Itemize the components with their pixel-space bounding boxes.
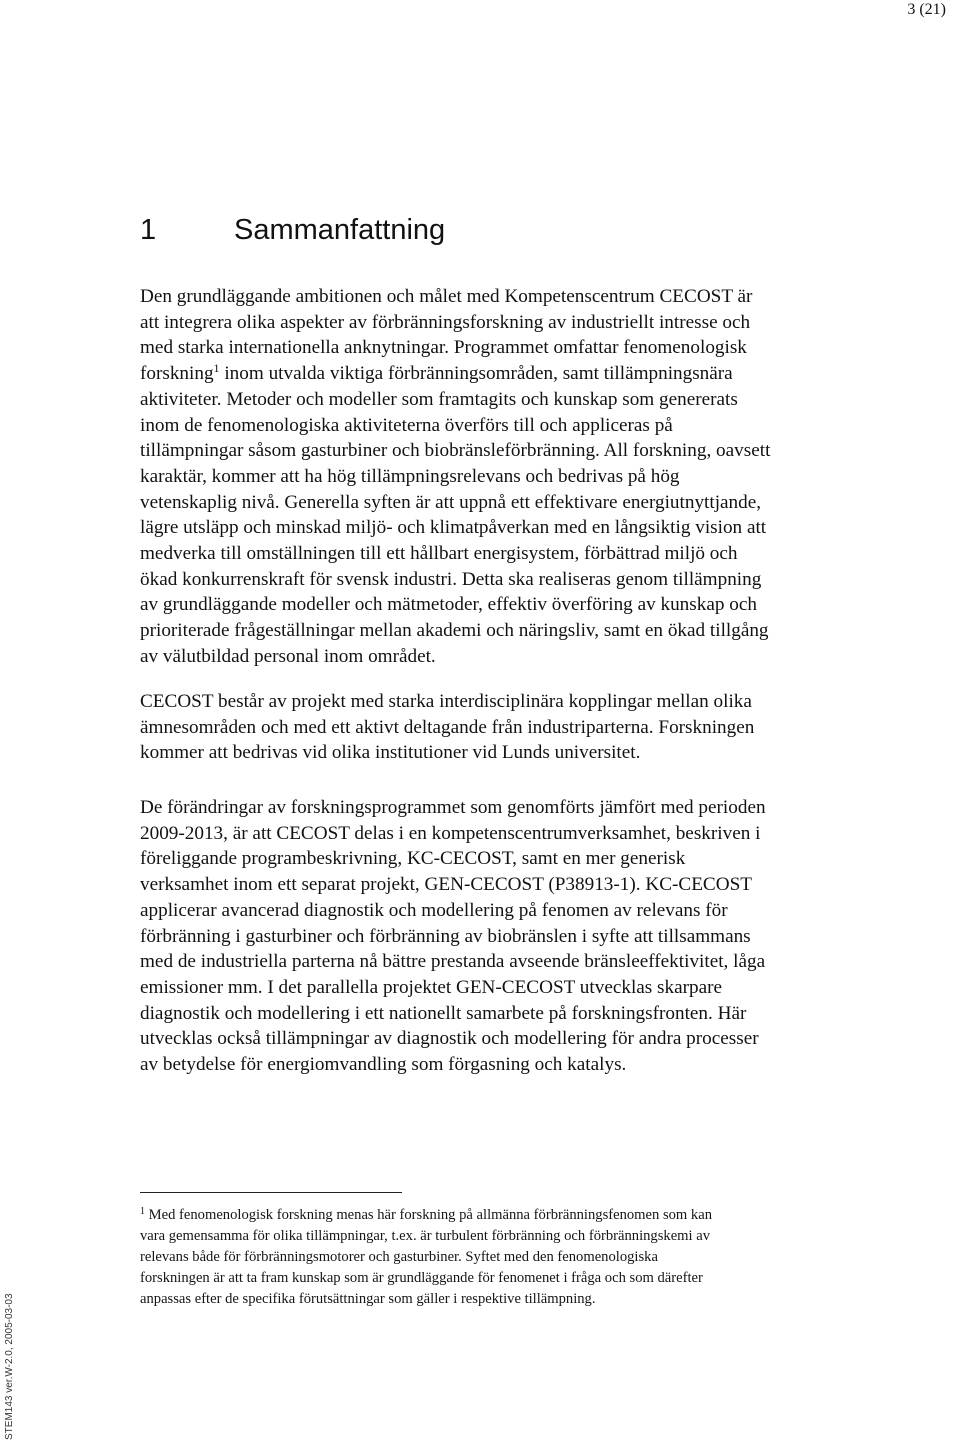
paragraph-changes: [140, 795, 860, 1078]
text-line: av välutbildad personal inom området.: [140, 645, 436, 667]
section-title: Sammanfattning: [234, 214, 446, 246]
section-number: 1: [140, 214, 157, 246]
paragraph-cecost: [140, 689, 860, 766]
text-line: CECOST består av projekt med starka interdisciplinära kopplingar mellan olika: [140, 691, 752, 712]
text-line: lägre utsläpp och minskad miljö- och klimatpåverkan med en långsiktig vision att: [140, 517, 767, 539]
text-line: med starka internationella anknytningar. Programmet omfattar fenomenologisk: [140, 337, 747, 359]
text-line: tillämpningar såsom gasturbiner och biobränsleförbränning. All forskning, oavsett: [140, 440, 771, 462]
text-line: av grundläggande modeller och mätmetoder, effektiv överföring av kunskap och: [140, 594, 757, 616]
footnote-separator: [140, 1192, 402, 1193]
text-line: prioriterade frågeställningar mellan akademi och näringsliv, samt en ökad tillgång: [140, 620, 769, 642]
text-line: karaktär, kommer att ha hög tillämpningsrelevans och bedrivas på hög: [140, 465, 680, 487]
text-line: aktiviteter. Metoder och modeller som framtagits och kunskap som genererats: [140, 388, 738, 410]
text-line: verksamhet inom ett separat projekt, GEN-CECOST (P38913-1). KC-CECOST: [140, 874, 752, 896]
form-version-stamp: STEM143 ver.W-2.0, 2005-03-03: [4, 1293, 15, 1440]
footnote-line: [140, 1205, 880, 1226]
text-line: diagnostik och modellering i ett nationellt samarbete på forskningsfronten. Här: [140, 1002, 747, 1024]
text-fragment: inom utvalda viktiga förbränningsområden, samt tillämpningsnära: [219, 363, 733, 385]
text-fragment: Med fenomenologisk forskning menas här forskning på allmänna förbränningsfenomen som kan: [145, 1207, 712, 1223]
text-line: ökad konkurrenskraft för svensk industri. Detta ska realiseras genom tillämpning: [140, 568, 762, 590]
footnote-line: anpassas efter de specifika förutsättningar som gäller i respektive tillämpning.: [140, 1291, 596, 1307]
text-line: emissioner mm. I det parallella projektet GEN-CECOST utvecklas skarpare: [140, 976, 723, 998]
text-line: med de industriella parterna nå bättre prestanda avseende bränsleeffektivitet, låga: [140, 951, 766, 973]
page-number: 3 (21): [907, 1, 946, 18]
text-line-with-footnote: [140, 361, 860, 387]
text-line: inom de fenomenologiska aktiviteterna överförs till och appliceras på: [140, 414, 673, 436]
text-line: kommer att bedrivas vid olika institutioner vid Lunds universitet.: [140, 742, 641, 764]
text-fragment: forskning: [140, 363, 214, 385]
text-line: De förändringar av forskningsprogrammet som genomförts jämfört med perioden: [140, 797, 766, 818]
text-line: utvecklas också tillämpningar av diagnostik och modellering för andra processer: [140, 1028, 759, 1050]
footnote-marker: 1: [140, 1206, 145, 1217]
text-line: att integrera olika aspekter av förbränningsforskning av industriellt intresse och: [140, 311, 751, 333]
text-line: av betydelse för energiomvandling som förgasning och katalys.: [140, 1054, 627, 1076]
section-heading: [140, 210, 445, 250]
text-line: 2009-2013, är att CECOST delas i en kompetenscentrumverksamhet, beskriven i: [140, 822, 761, 844]
footnote-line: forskningen är att ta fram kunskap som är grundläggande för fenomenet i fråga och som därefter: [140, 1270, 703, 1286]
text-line: vetenskaplig nivå. Generella syften är att uppnå ett effektivare energiutnyttjande,: [140, 491, 762, 513]
paragraph-summary: [140, 284, 860, 670]
footnote: [140, 1205, 880, 1310]
text-line: förbränning i gasturbiner och förbränning av biobränslen i syfte att tillsammans: [140, 925, 751, 947]
text-line: Den grundläggande ambitionen och målet med Kompetenscentrum CECOST är: [140, 286, 753, 307]
footnote-line: relevans både för förbränningsmotorer och gasturbiner. Syftet med den fenomenologiska: [140, 1249, 658, 1265]
text-line: föreliggande programbeskrivning, KC-CECOST, samt en mer generisk: [140, 848, 686, 870]
footnote-line: vara gemensamma för olika tillämpningar, t.ex. är turbulent förbränning och förbränningskemi av: [140, 1228, 711, 1244]
text-line: applicerar avancerad diagnostik och modellering på fenomen av relevans för: [140, 899, 728, 921]
text-line: medverka till omställningen till ett hållbart energisystem, förbättrad miljö och: [140, 543, 738, 565]
footnote-reference[interactable]: 1: [213, 361, 220, 376]
text-line: ämnesområden och med ett aktivt deltagande från industriparterna. Forskningen: [140, 716, 755, 738]
